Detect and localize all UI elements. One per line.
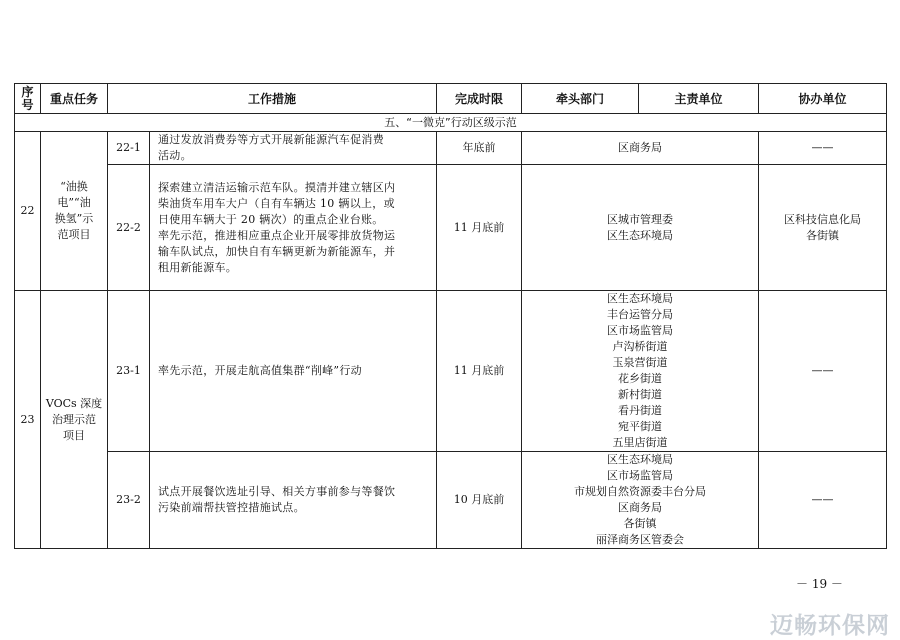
header-lead-dept: 牵头部门 [522,84,639,114]
measure-cell: 通过发放消费券等方式开展新能源汽车促消费 活动。 [150,132,437,165]
table-row [15,132,887,165]
seq-cell: 23 [15,291,41,549]
measure-cell: 探索建立清洁运输示范车队。摸清并建立辖区内 柴油货车用车大户（自有车辆达 10 辆以上，或 日使用车辆大于 20 辆次）的重点企业台账。 率先示范，推进相应重点企业开展零排放货物运 输车队试点，加快自有车辆更新为新能源车，并 租用新能源车。 [150,165,437,291]
code-cell: 23-2 [108,452,150,549]
lead-unit-cell: 区城市管理委 区生态环境局 [522,165,759,291]
measure-cell: 试点开展餐饮选址引导、相关方事前参与等餐饮 污染前端帮扶管控措施试点。 [150,452,437,549]
deadline-cell: 年底前 [437,132,522,165]
deadline-cell: 11 月底前 [437,291,522,452]
measure-cell: 率先示范，开展走航高值集群“削峰”行动 [150,291,437,452]
assist-cell: 区科技信息化局 各街镇 [759,165,887,291]
page-number: － 19 － [796,577,843,591]
assist-cell: —— [759,452,887,549]
assist-cell: —— [759,132,887,165]
section-title: 五、“一微克”行动区级示范 [15,114,887,132]
assist-cell: —— [759,291,887,452]
header-seq: 序号 [15,84,41,114]
code-cell: 23-1 [108,291,150,452]
lead-unit-cell: 区生态环境局 区市场监管局 市规划自然资源委丰台分局 区商务局 各街镇 丽泽商务区管委会 [522,452,759,549]
table-row [15,165,887,291]
task-table [14,83,887,549]
deadline-cell: 10 月底前 [437,452,522,549]
lead-unit-cell: 区生态环境局 丰台运管分局 区市场监管局 卢沟桥街道 玉泉营街道 花乡街道 新村街道 看丹街道 宛平街道 五里店街道 [522,291,759,452]
seq-cell: 22 [15,132,41,291]
task-cell: VOCs 深度 治理示范 项目 [41,291,108,549]
header-main-unit: 主责单位 [639,84,759,114]
header-measures: 工作措施 [108,84,437,114]
table-row [15,452,887,549]
code-cell: 22-2 [108,165,150,291]
watermark: 迈畅环保网 [770,613,890,639]
header-deadline: 完成时限 [437,84,522,114]
table-header-row [15,84,887,114]
deadline-cell: 11 月底前 [437,165,522,291]
table-row [15,291,887,452]
lead-unit-cell: 区商务局 [522,132,759,165]
header-task: 重点任务 [41,84,108,114]
task-cell: “油换 电”“油 换氢”示 范项目 [41,132,108,291]
header-assist-unit: 协办单位 [759,84,887,114]
section-row [15,114,887,132]
code-cell: 22-1 [108,132,150,165]
